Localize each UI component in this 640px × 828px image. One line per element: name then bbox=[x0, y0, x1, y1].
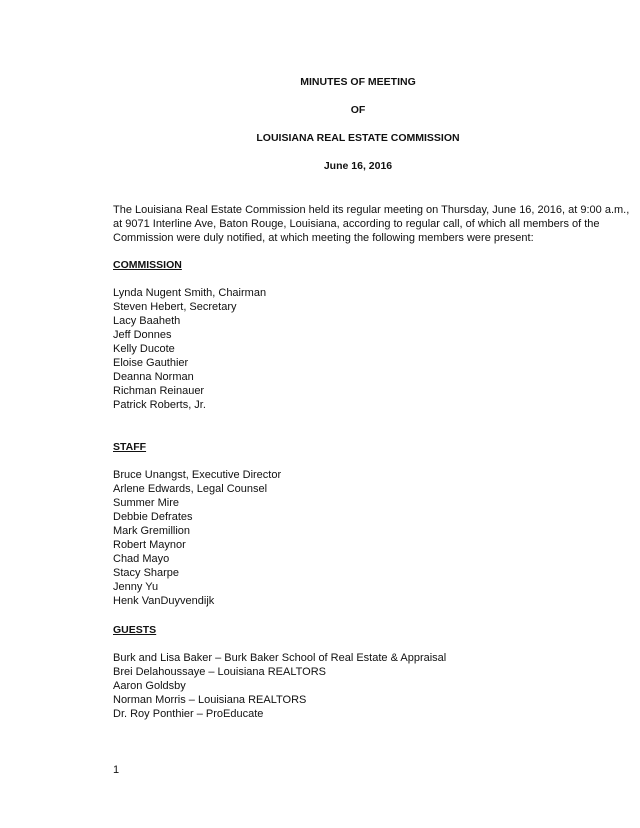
list-item: Kelly Ducote bbox=[113, 343, 175, 355]
list-item: Richman Reinauer bbox=[113, 385, 205, 397]
guests-heading: GUESTS bbox=[113, 624, 157, 636]
list-item: Summer Mire bbox=[113, 497, 180, 509]
intro-paragraph bbox=[113, 203, 630, 245]
guests-list bbox=[113, 651, 608, 721]
list-item: Brei Delahoussaye – Louisiana REALTORS bbox=[113, 666, 326, 678]
list-item: Steven Hebert, Secretary bbox=[113, 301, 237, 313]
title-minutes: MINUTES OF MEETING bbox=[300, 76, 416, 88]
list-item: Aaron Goldsby bbox=[113, 680, 186, 692]
list-item: Dr. Roy Ponthier – ProEducate bbox=[113, 708, 264, 720]
list-item: Lynda Nugent Smith, Chairman bbox=[113, 287, 267, 299]
list-item: Henk VanDuyvendijk bbox=[113, 595, 215, 607]
list-item: Debbie Defrates bbox=[113, 511, 193, 523]
list-item: Jeff Donnes bbox=[113, 329, 172, 341]
title-commission: LOUISIANA REAL ESTATE COMMISSION bbox=[256, 132, 460, 144]
list-item: Eloise Gauthier bbox=[113, 357, 189, 369]
list-item: Arlene Edwards, Legal Counsel bbox=[113, 483, 268, 495]
list-item: Mark Gremillion bbox=[113, 525, 191, 537]
list-item: Norman Morris – Louisiana REALTORS bbox=[113, 694, 307, 706]
list-item: Lacy Baaheth bbox=[113, 315, 181, 327]
title-of: OF bbox=[350, 104, 366, 116]
commission-list bbox=[113, 286, 608, 412]
list-item: Jenny Yu bbox=[113, 581, 159, 593]
list-item: Robert Maynor bbox=[113, 539, 186, 551]
intro-line: at 9071 Interline Ave, Baton Rouge, Louisiana, according to regular call, of which all members of the bbox=[113, 218, 600, 230]
page-number: 1 bbox=[113, 764, 120, 776]
list-item: Burk and Lisa Baker – Burk Baker School of Real Estate & Appraisal bbox=[113, 652, 447, 664]
intro-line: Commission were duly notified, at which meeting the following members were present: bbox=[113, 232, 534, 244]
list-item: Stacy Sharpe bbox=[113, 567, 180, 579]
list-item: Patrick Roberts, Jr. bbox=[113, 399, 206, 411]
intro-line: The Louisiana Real Estate Commission held its regular meeting on Thursday, June 16, 2016, at 9:00 a.m., bbox=[113, 204, 630, 216]
list-item: Chad Mayo bbox=[113, 553, 170, 565]
staff-heading: STAFF bbox=[113, 441, 147, 453]
commission-heading: COMMISSION bbox=[113, 259, 182, 271]
list-item: Deanna Norman bbox=[113, 371, 194, 383]
meeting-date: June 16, 2016 bbox=[323, 160, 393, 172]
staff-list bbox=[113, 468, 608, 608]
list-item: Bruce Unangst, Executive Director bbox=[113, 469, 282, 481]
